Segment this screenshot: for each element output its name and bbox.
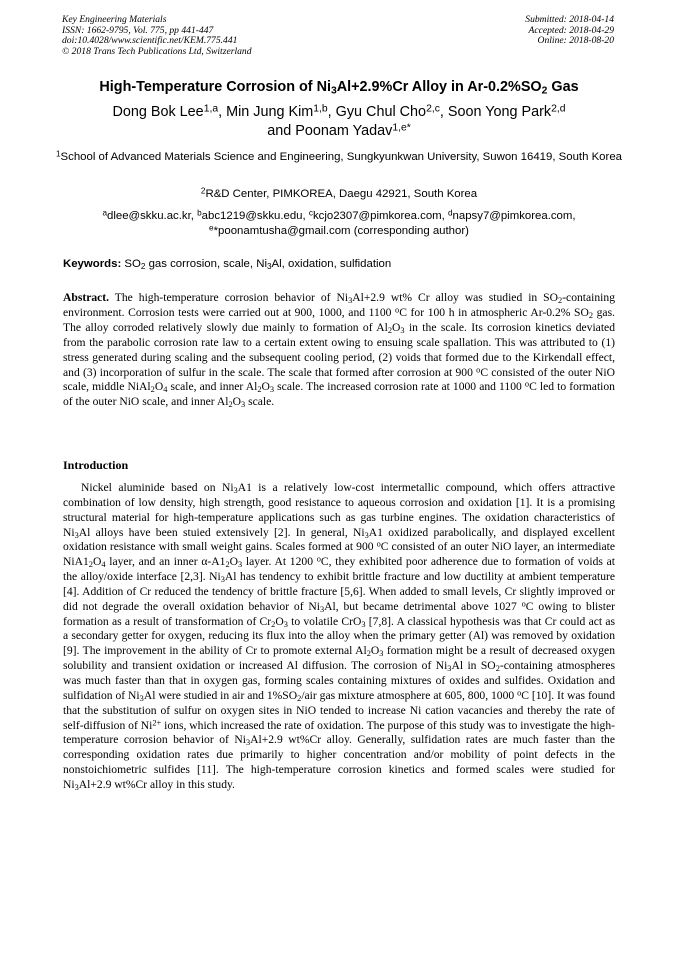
affiliation-1: $^1$School of Advanced Materials Science and Engineering, Sungkyunkwan University, Suwon 16419, South Korea <box>55 149 622 163</box>
affiliation-2: $^2$R&D Center, PIMKOREA, Daegu 42921, South Korea <box>200 186 478 200</box>
paper-title: High-Temperature Corrosion of $Ni_3Al+2.9\%Cr$ Alloy in $Ar-0.2\%SO_2$ Gas <box>99 79 579 97</box>
doi: doi:10.4028/www.scientific.net/KEM.775.441 <box>62 35 238 47</box>
keywords: Keywords: $SO_2$ gas corrosion, scale, $Ni_3Al$, oxidation, sulfidation <box>63 258 392 272</box>
submitted-date: Submitted: 2018-04-14 <box>525 14 614 25</box>
author-name: and Poonam Yadav <box>267 122 393 139</box>
journal-name: Key Engineering Materials <box>62 14 167 25</box>
email-link[interactable]: kcjo2307@pimkorea.com, <box>312 210 448 222</box>
email-link[interactable]: napsy7@pimkorea.com, <box>452 210 576 222</box>
email-list: $^a$dlee@skku.ac.kr, $^b$abc1219@skku.edu, $^c$kcjo2307@pimkorea.com, $^d$napsy7@pimkorea.com, $^e$*poonamtusha@gmail.com (corresponding author) <box>102 208 576 237</box>
author-list: Dong Bok Lee$^{1,a}$, Min Jung Kim$^{1,b}$, Gyu Chul Cho$^{2,c}$, Soon Yong Park$^{2,d}$ and Poonam Yadav$^{1,e*}$ <box>112 103 566 139</box>
abstract-label: Abstract. <box>63 291 110 304</box>
email-link[interactable]: dlee@skku.ac.kr, <box>107 210 198 222</box>
introduction-paragraph: Nickel aluminide based on $Ni_3A1$ is a relatively low-cost intermetallic compound, which offers attractive combination of low density, high strength, good resistance to aqueous corrosion and oxidation [1]. It is a promising structural material for high-temperature applications such as gas turbine engines. The oxidation characteristics of $Ni_3Al$ alloys have been stuied extensively [2]. In general, $Ni_3A1$ oxidized parabolically, and displayed excellent oxidation resistance with small weight gains. Scales formed at 900 $^o$C consisted of an outer NiO layer, an intermediate $NiA1_2O_4$ layer, and an inner $\alpha-A1_2O_3$ layer. At 1200 $^o$C, they exhibited poor adherence due to formation of voids at the alloy/oxide interface [2,3]. $Ni_3Al$ has tendency to exhibit brittle fracture and low ductility at ambient temperature [4]. Addition of Cr reduced the tendency of brittle fracture [5,6]. When added to small levels, Cr slightly improved or did not degrade the overall oxidation behavior of $Ni_3Al$, but became detrimental above 1027 $^o$C owing to blister formation as a result of transformation of $Cr_2O_3$ to volatile CrO$_3$ [7,8]. A classical hypothesis was that Cr could act as a secondary getter for oxygen, reducing its flux into the alloy when the primary getter (Al) was removed by oxidation [9]. The improvement in the ability of Cr to promote external $Al_2O_3$ formation might be a result of decreased oxygen solubility and transient oxidation or increased Al diffusion. The corrosion of $Ni_3Al$ in $SO_2$-containing atmospheres was much faster than that in oxygen gas, forming scales containing mixtures of oxides and sulfides. Oxidation and sulfidation of $Ni_3Al$ were studied in air and $1\%SO_2$/air gas mixture atmosphere at 605, 800, 1000 $^o$C [10]. It was found that the substitution of sulfur on oxygen sites in NiO tended to increase Ni cation vacancies and thereby the rate of self-diffusion of $Ni^{2+}$ ions, which increased the rate of oxidation. The purpose of this study was to investigate the high-temperature corrosion behavior of $Ni_3Al+2.9$ wt%Cr alloy. Generally, sulfidation rates are much faster than the corresponding oxidation rates due primarily to higher concentration and/or mobility of point defects in the nonstoichiometric sulfides [11]. The high-temperature corrosion kinetics and formed scales were studied for $Ni_3Al+2.9$ wt%Cr alloy in this study. <box>63 481 616 792</box>
author-name: Dong Bok Lee <box>112 104 204 120</box>
publication-dates <box>525 15 614 47</box>
author-name: , Soon Yong Park <box>439 104 552 120</box>
issn: ISSN: 1662-9795, Vol. 775, pp 441-447 <box>62 24 214 36</box>
email-link[interactable]: *poonamtusha@gmail.com (corresponding author) <box>213 224 469 237</box>
accepted-date: Accepted: 2018-04-29 <box>528 24 614 36</box>
copyright: © 2018 Trans Tech Publications Ltd, Switzerland <box>62 45 252 57</box>
abstract: Abstract. The high-temperature corrosion behavior of $Ni_3Al+2.9$ wt% Cr alloy was studied in $SO_2$-containing environment. Corrosion tests were carried out at 900, 1000, and 1100 $^o$C for 100 h in atmospheric Ar-0.2% $SO_2$ gas. The alloy corroded relatively slowly due mainly to formation of $Al_2O_3$ in the scale. Its corrosion kinetics deviated from the parabolic corrosion rate law to a certain extent owing to ensuing scale spallation. This was attributed to (1) stress generated during scaling and the subsequent cooling period, (2) voids that formed due to the Kirkendall effect, and (3) incorporation of sulfur in the scale. The scale that formed after corrosion at 900 $^o$C consisted of the outer NiO scale, middle $NiAl_2O_4$ scale, and inner $Al_2O_3$ scale. The increased corrosion rate at 1000 and 1100 $^o$C led to formation of the outer NiO scale, and inner $Al_2O_3$ scale. <box>63 291 615 410</box>
keywords-label: Keywords: <box>63 258 122 270</box>
online-date: Online: 2018-08-20 <box>537 35 614 47</box>
author-name: , Min Jung Kim <box>218 104 314 120</box>
journal-info <box>62 15 252 57</box>
section-heading: Introduction <box>63 458 129 472</box>
email-link[interactable]: abc1219@skku.edu, <box>201 210 309 222</box>
author-name: , Gyu Chul Cho <box>327 104 427 120</box>
